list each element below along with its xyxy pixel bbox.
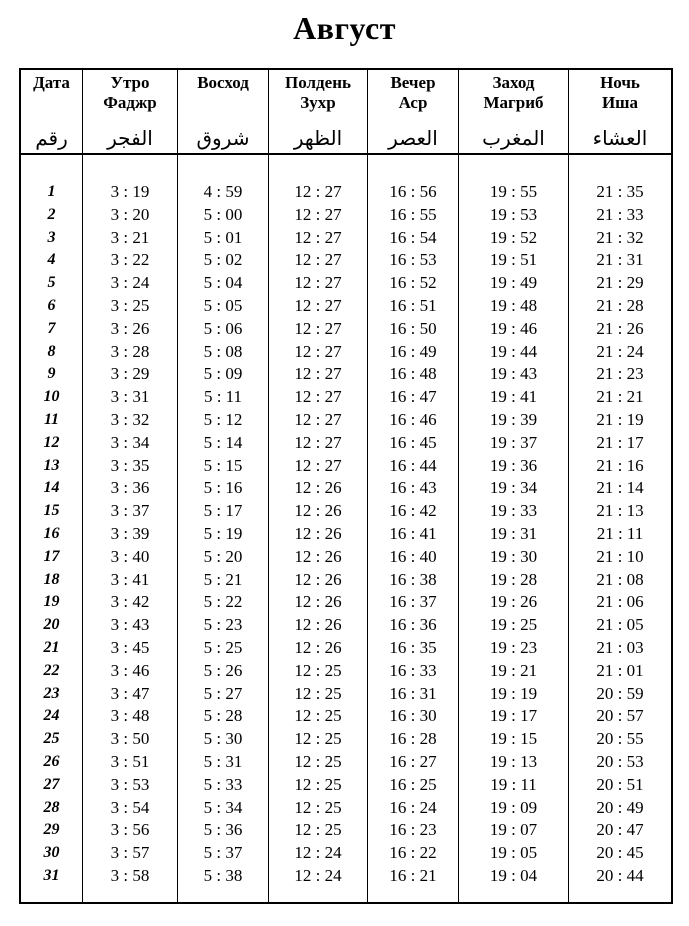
column-header-russian-label: Восход (197, 73, 249, 92)
asr-time-cell: 16 : 52 (389, 273, 437, 293)
maghrib-time-cell: 19 : 19 (489, 683, 538, 703)
column-header-russian-label: Утро Фаджр (103, 73, 157, 112)
date-cell: 29 (43, 821, 60, 839)
asr-time-cell: 16 : 45 (389, 432, 437, 452)
maghrib-time-cell: 19 : 15 (489, 729, 538, 749)
zuhr-time-cell: 12 : 26 (294, 637, 342, 657)
date-cell: 28 (43, 798, 60, 816)
sunrise-time-cell: 5 : 08 (203, 341, 243, 361)
date-cell: 30 (43, 844, 60, 862)
maghrib-time-cell: 19 : 17 (489, 706, 538, 726)
fajr-time-cell: 3 : 25 (110, 295, 150, 315)
page-title: Август (293, 10, 396, 46)
asr-time-cell: 16 : 37 (389, 592, 437, 612)
maghrib-time-cell: 19 : 41 (489, 387, 538, 407)
fajr-time-cell: 3 : 45 (110, 637, 150, 657)
asr-time-cell: 16 : 43 (389, 478, 437, 498)
fajr-time-cell: 3 : 21 (110, 227, 150, 247)
column-asr (368, 155, 459, 902)
isha-time-cell: 21 : 28 (596, 295, 644, 315)
column-header-russian-label: Вечер Аср (390, 73, 436, 112)
column-maghrib (459, 155, 569, 902)
date-cell: 19 (43, 593, 60, 611)
zuhr-time-cell: 12 : 27 (294, 364, 342, 384)
column-header-fajr (83, 70, 178, 153)
maghrib-time-cell: 19 : 49 (489, 273, 538, 293)
isha-time-cell: 21 : 11 (596, 523, 644, 543)
asr-time-cell: 16 : 49 (389, 341, 437, 361)
column-header-maghrib (459, 70, 569, 153)
zuhr-time-cell: 12 : 27 (294, 273, 342, 293)
zuhr-time-cell: 12 : 26 (294, 615, 342, 635)
fajr-time-cell: 3 : 43 (110, 615, 150, 635)
date-cell: 8 (47, 342, 56, 360)
maghrib-time-cell: 19 : 34 (489, 478, 538, 498)
isha-time-cell: 21 : 33 (596, 204, 644, 224)
fajr-time-cell: 3 : 20 (110, 204, 150, 224)
fajr-time-cell: 3 : 35 (110, 455, 150, 475)
column-top-spacer (569, 155, 671, 181)
column-fajr (83, 155, 178, 902)
column-header-russian-label: Дата (33, 73, 70, 92)
sunrise-time-cell: 5 : 06 (203, 318, 243, 338)
sunrise-time-cell: 5 : 38 (203, 865, 243, 885)
maghrib-time-cell: 19 : 04 (489, 865, 538, 885)
asr-time-cell: 16 : 28 (389, 729, 437, 749)
isha-time-cell: 20 : 55 (596, 729, 644, 749)
maghrib-time-cell: 19 : 30 (489, 546, 538, 566)
maghrib-time-cell: 19 : 39 (489, 409, 538, 429)
date-cell: 2 (47, 205, 56, 223)
isha-time-cell: 21 : 16 (596, 455, 644, 475)
zuhr-time-cell: 12 : 25 (294, 660, 342, 680)
zuhr-time-cell: 12 : 27 (294, 227, 342, 247)
fajr-time-cell: 3 : 36 (110, 478, 150, 498)
date-cell: 16 (43, 524, 60, 542)
column-top-spacer (21, 155, 82, 181)
asr-time-cell: 16 : 31 (389, 683, 437, 703)
fajr-time-cell: 3 : 58 (110, 865, 150, 885)
asr-time-cell: 16 : 46 (389, 409, 437, 429)
asr-time-cell: 16 : 22 (389, 843, 437, 863)
sunrise-time-cell: 5 : 00 (203, 204, 243, 224)
isha-time-cell: 21 : 17 (596, 432, 644, 452)
asr-time-cell: 16 : 30 (389, 706, 437, 726)
isha-time-cell: 21 : 24 (596, 341, 644, 361)
date-cell: 21 (43, 638, 60, 656)
column-header-arabic-label: الظهر (293, 126, 343, 150)
date-cell: 20 (43, 616, 60, 634)
column-header-arabic-label: شروق (196, 126, 250, 150)
date-cell: 25 (43, 730, 60, 748)
maghrib-time-cell: 19 : 44 (489, 341, 538, 361)
date-cell: 18 (43, 570, 60, 588)
asr-time-cell: 16 : 40 (389, 546, 437, 566)
asr-time-cell: 16 : 51 (389, 295, 437, 315)
isha-time-cell: 21 : 29 (596, 273, 644, 293)
date-cell: 26 (43, 752, 60, 770)
column-top-spacer (368, 155, 458, 181)
sunrise-time-cell: 5 : 02 (203, 250, 243, 270)
maghrib-time-cell: 19 : 37 (489, 432, 538, 452)
column-zuhr (269, 155, 368, 902)
zuhr-time-cell: 12 : 26 (294, 569, 342, 589)
isha-time-cell: 20 : 45 (596, 843, 644, 863)
sunrise-time-cell: 5 : 12 (203, 409, 243, 429)
sunrise-time-cell: 5 : 11 (203, 387, 243, 407)
fajr-time-cell: 3 : 42 (110, 592, 150, 612)
date-cell: 7 (47, 319, 56, 337)
sunrise-time-cell: 5 : 21 (203, 569, 243, 589)
date-cell: 13 (43, 456, 60, 474)
column-date (21, 155, 83, 902)
zuhr-time-cell: 12 : 27 (294, 409, 342, 429)
maghrib-time-cell: 19 : 46 (489, 318, 538, 338)
zuhr-time-cell: 12 : 27 (294, 432, 342, 452)
fajr-time-cell: 3 : 34 (110, 432, 150, 452)
column-header-arabic-label: العشاء (592, 126, 648, 150)
column-header-sunrise (178, 70, 269, 153)
fajr-time-cell: 3 : 50 (110, 729, 150, 749)
asr-time-cell: 16 : 56 (389, 182, 437, 201)
table-body (21, 155, 671, 902)
isha-time-cell: 20 : 49 (596, 797, 644, 817)
sunrise-time-cell: 5 : 19 (203, 523, 243, 543)
sunrise-time-cell: 5 : 34 (203, 797, 243, 817)
zuhr-time-cell: 12 : 25 (294, 751, 342, 771)
isha-time-cell: 21 : 32 (596, 227, 644, 247)
column-header-russian-label: Заход Магриб (483, 73, 544, 112)
fajr-time-cell: 3 : 40 (110, 546, 150, 566)
isha-time-cell: 21 : 08 (596, 569, 644, 589)
zuhr-time-cell: 12 : 27 (294, 295, 342, 315)
isha-time-cell: 20 : 51 (596, 774, 644, 794)
fajr-time-cell: 3 : 32 (110, 409, 150, 429)
maghrib-time-cell: 19 : 23 (489, 637, 538, 657)
fajr-time-cell: 3 : 46 (110, 660, 150, 680)
asr-time-cell: 16 : 23 (389, 820, 437, 840)
zuhr-time-cell: 12 : 25 (294, 820, 342, 840)
column-isha (569, 155, 671, 902)
zuhr-time-cell: 12 : 26 (294, 501, 342, 521)
sunrise-time-cell: 5 : 23 (203, 615, 243, 635)
isha-time-cell: 21 : 10 (596, 546, 644, 566)
sunrise-time-cell: 5 : 36 (203, 820, 243, 840)
isha-time-cell: 20 : 59 (596, 683, 644, 703)
fajr-time-cell: 3 : 29 (110, 364, 150, 384)
maghrib-time-cell: 19 : 43 (489, 364, 538, 384)
sunrise-time-cell: 5 : 31 (203, 751, 243, 771)
date-cell: 1 (47, 183, 56, 200)
sunrise-time-cell: 5 : 09 (203, 364, 243, 384)
sunrise-time-cell: 5 : 01 (203, 227, 243, 247)
asr-time-cell: 16 : 50 (389, 318, 437, 338)
isha-time-cell: 21 : 13 (596, 501, 644, 521)
isha-time-cell: 21 : 23 (596, 364, 644, 384)
date-cell: 3 (47, 228, 56, 246)
zuhr-time-cell: 12 : 24 (294, 865, 342, 885)
asr-time-cell: 16 : 35 (389, 637, 437, 657)
sunrise-time-cell: 5 : 28 (203, 706, 243, 726)
column-header-arabic-label: العصر (388, 126, 438, 150)
sunrise-time-cell: 5 : 37 (203, 843, 243, 863)
isha-time-cell: 21 : 03 (596, 637, 644, 657)
isha-time-cell: 21 : 31 (596, 250, 644, 270)
sunrise-time-cell: 5 : 27 (203, 683, 243, 703)
asr-time-cell: 16 : 24 (389, 797, 437, 817)
zuhr-time-cell: 12 : 27 (294, 455, 342, 475)
maghrib-time-cell: 19 : 07 (489, 820, 538, 840)
fajr-time-cell: 3 : 26 (110, 318, 150, 338)
maghrib-time-cell: 19 : 13 (489, 751, 538, 771)
sunrise-time-cell: 5 : 20 (203, 546, 243, 566)
zuhr-time-cell: 12 : 25 (294, 774, 342, 794)
column-header-asr (368, 70, 459, 153)
zuhr-time-cell: 12 : 27 (294, 387, 342, 407)
maghrib-time-cell: 19 : 26 (489, 592, 538, 612)
fajr-time-cell: 3 : 56 (110, 820, 150, 840)
date-cell: 17 (43, 547, 60, 565)
maghrib-time-cell: 19 : 48 (489, 295, 538, 315)
asr-time-cell: 16 : 25 (389, 774, 437, 794)
zuhr-time-cell: 12 : 26 (294, 478, 342, 498)
asr-time-cell: 16 : 54 (389, 227, 437, 247)
sunrise-time-cell: 5 : 16 (203, 478, 243, 498)
isha-time-cell: 21 : 05 (596, 615, 644, 635)
fajr-time-cell: 3 : 47 (110, 683, 150, 703)
asr-time-cell: 16 : 53 (389, 250, 437, 270)
maghrib-time-cell: 19 : 28 (489, 569, 538, 589)
sunrise-time-cell: 5 : 30 (203, 729, 243, 749)
sunrise-time-cell: 5 : 33 (203, 774, 243, 794)
date-cell: 5 (47, 274, 56, 292)
date-cell: 6 (47, 296, 56, 314)
maghrib-time-cell: 19 : 09 (489, 797, 538, 817)
fajr-time-cell: 3 : 31 (110, 387, 150, 407)
zuhr-time-cell: 12 : 26 (294, 523, 342, 543)
zuhr-time-cell: 12 : 27 (294, 341, 342, 361)
isha-time-cell: 21 : 06 (596, 592, 644, 612)
prayer-times-table (19, 68, 673, 904)
asr-time-cell: 16 : 27 (389, 751, 437, 771)
asr-time-cell: 16 : 38 (389, 569, 437, 589)
fajr-time-cell: 3 : 53 (110, 774, 150, 794)
zuhr-time-cell: 12 : 25 (294, 683, 342, 703)
sunrise-time-cell: 5 : 05 (203, 295, 243, 315)
column-header-date (21, 70, 83, 153)
isha-time-cell: 20 : 47 (596, 820, 644, 840)
zuhr-time-cell: 12 : 27 (294, 204, 342, 224)
isha-time-cell: 21 : 26 (596, 318, 644, 338)
date-cell: 9 (47, 365, 56, 383)
sunrise-time-cell: 5 : 04 (203, 273, 243, 293)
column-header-russian-label: Полдень Зухр (285, 73, 351, 112)
column-top-spacer (178, 155, 268, 181)
isha-time-cell: 21 : 35 (596, 182, 644, 201)
asr-time-cell: 16 : 36 (389, 615, 437, 635)
asr-time-cell: 16 : 47 (389, 387, 437, 407)
asr-time-cell: 16 : 21 (389, 865, 437, 885)
asr-time-cell: 16 : 41 (389, 523, 437, 543)
zuhr-time-cell: 12 : 25 (294, 797, 342, 817)
date-cell: 24 (43, 707, 60, 725)
table-header-row (21, 70, 671, 155)
fajr-time-cell: 3 : 22 (110, 250, 150, 270)
zuhr-time-cell: 12 : 27 (294, 182, 342, 201)
column-header-arabic-label: رقم (35, 126, 68, 150)
column-top-spacer (269, 155, 367, 181)
column-header-arabic-label: الفجر (107, 126, 153, 150)
zuhr-time-cell: 12 : 27 (294, 250, 342, 270)
fajr-time-cell: 3 : 37 (110, 501, 150, 521)
column-top-spacer (83, 155, 177, 181)
fajr-time-cell: 3 : 48 (110, 706, 150, 726)
asr-time-cell: 16 : 42 (389, 501, 437, 521)
fajr-time-cell: 3 : 24 (110, 273, 150, 293)
date-cell: 4 (47, 251, 56, 269)
fajr-time-cell: 3 : 54 (110, 797, 150, 817)
date-cell: 12 (43, 433, 60, 451)
sunrise-time-cell: 4 : 59 (203, 182, 243, 201)
column-header-zuhr (269, 70, 368, 153)
date-cell: 31 (43, 866, 60, 884)
zuhr-time-cell: 12 : 26 (294, 592, 342, 612)
maghrib-time-cell: 19 : 05 (489, 843, 538, 863)
date-cell: 11 (43, 410, 60, 428)
sunrise-time-cell: 5 : 15 (203, 455, 243, 475)
zuhr-time-cell: 12 : 25 (294, 729, 342, 749)
isha-time-cell: 20 : 44 (596, 865, 644, 885)
sunrise-time-cell: 5 : 25 (203, 637, 243, 657)
sunrise-time-cell: 5 : 17 (203, 501, 243, 521)
sunrise-time-cell: 5 : 26 (203, 660, 243, 680)
sunrise-time-cell: 5 : 14 (203, 432, 243, 452)
asr-time-cell: 16 : 48 (389, 364, 437, 384)
date-cell: 15 (43, 502, 60, 520)
column-sunrise (178, 155, 269, 902)
isha-time-cell: 21 : 21 (596, 387, 644, 407)
column-top-spacer (459, 155, 568, 181)
isha-time-cell: 21 : 19 (596, 409, 644, 429)
isha-time-cell: 21 : 01 (596, 660, 644, 680)
fajr-time-cell: 3 : 51 (110, 751, 150, 771)
asr-time-cell: 16 : 33 (389, 660, 437, 680)
fajr-time-cell: 3 : 19 (110, 182, 150, 201)
maghrib-time-cell: 19 : 52 (489, 227, 538, 247)
maghrib-time-cell: 19 : 25 (489, 615, 538, 635)
maghrib-time-cell: 19 : 21 (489, 660, 538, 680)
asr-time-cell: 16 : 44 (389, 455, 437, 475)
column-header-isha (569, 70, 671, 153)
fajr-time-cell: 3 : 41 (110, 569, 150, 589)
maghrib-time-cell: 19 : 36 (489, 455, 538, 475)
zuhr-time-cell: 12 : 27 (294, 318, 342, 338)
date-cell: 22 (43, 661, 60, 679)
date-cell: 23 (43, 684, 60, 702)
sunrise-time-cell: 5 : 22 (203, 592, 243, 612)
column-header-arabic-label: المغرب (482, 126, 545, 150)
isha-time-cell: 21 : 14 (596, 478, 644, 498)
column-header-russian-label: Ночь Иша (600, 73, 640, 112)
zuhr-time-cell: 12 : 26 (294, 546, 342, 566)
maghrib-time-cell: 19 : 55 (489, 182, 538, 201)
date-cell: 14 (43, 479, 60, 497)
fajr-time-cell: 3 : 57 (110, 843, 150, 863)
maghrib-time-cell: 19 : 11 (490, 774, 537, 794)
isha-time-cell: 20 : 57 (596, 706, 644, 726)
maghrib-time-cell: 19 : 51 (489, 250, 538, 270)
fajr-time-cell: 3 : 28 (110, 341, 150, 361)
maghrib-time-cell: 19 : 33 (489, 501, 538, 521)
asr-time-cell: 16 : 55 (389, 204, 437, 224)
maghrib-time-cell: 19 : 53 (489, 204, 538, 224)
zuhr-time-cell: 12 : 24 (294, 843, 342, 863)
zuhr-time-cell: 12 : 25 (294, 706, 342, 726)
fajr-time-cell: 3 : 39 (110, 523, 150, 543)
maghrib-time-cell: 19 : 31 (489, 523, 538, 543)
date-cell: 27 (43, 775, 60, 793)
isha-time-cell: 20 : 53 (596, 751, 644, 771)
date-cell: 10 (43, 388, 60, 406)
